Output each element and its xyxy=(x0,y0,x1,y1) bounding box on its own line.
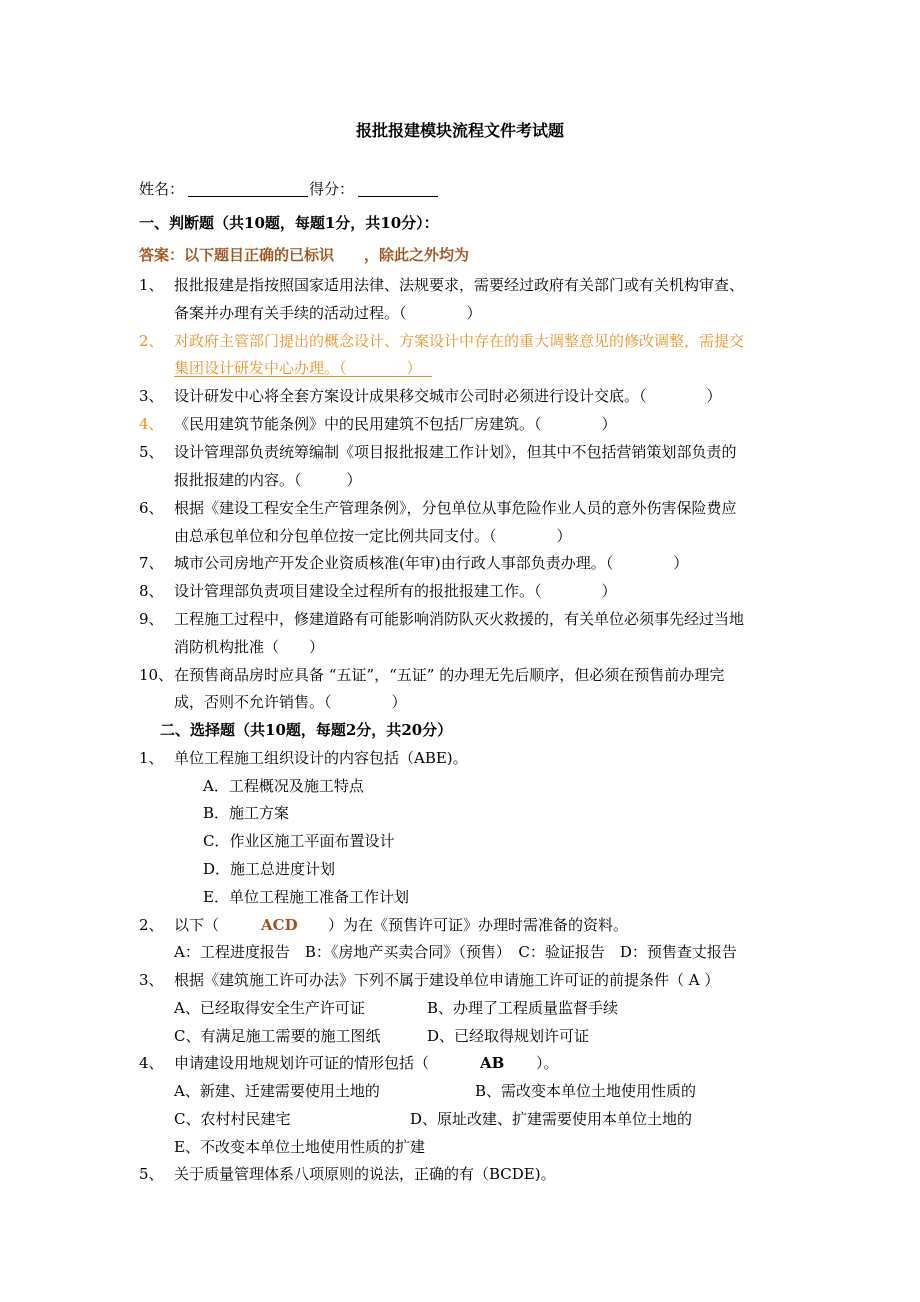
q4-answer: AB xyxy=(480,1054,505,1072)
tf-question-5-cont: 报批报建的内容。（ ） xyxy=(174,471,362,489)
answer-note: 答案：以下题目正确的已标识 ，除此之外均为 xyxy=(139,246,470,264)
tf-question-6-cont: 由总承包单位和分包单位按一定比例共同支付。（ ） xyxy=(174,527,572,545)
name-label: 姓名： xyxy=(139,180,185,198)
tf-question-9-cont: 消防机构批准（ ） xyxy=(174,638,325,656)
mc-q3-options-cd: C、有满足施工需要的施工图纸 D、已经取得规划许可证 xyxy=(174,1027,590,1045)
score-label: 得分： xyxy=(309,180,355,198)
tf-question-4: 4、 《民用建筑节能条例》中的民用建筑不包括厂房建筑。（ ） xyxy=(139,415,617,433)
score-blank xyxy=(358,180,438,197)
mc-q1-option-d: D．施工总进度计划 xyxy=(203,860,336,878)
mc-question-3: 3、 根据《建筑施工许可办法》下列不属于建设单位申请施工许可证的前提条件（ A ） xyxy=(139,971,720,989)
mc-q1-option-b: B．施工方案 xyxy=(203,804,290,822)
tf-question-10: 10、 在预售商品房时应具备 “五证”，“五证” 的办理无先后顺序，但必须在预售前办理完 xyxy=(139,666,725,684)
question-2-underline xyxy=(174,376,432,377)
tf-question-10-cont: 成，否则不允许销售。（ ） xyxy=(174,693,407,711)
mc-q4-options-cd: C、农村村民建宅 D、原址改建、扩建需要使用本单位土地的 xyxy=(174,1110,693,1128)
mc-question-5: 5、 关于质量管理体系八项原则的说法，正确的有（BCDE)。 xyxy=(139,1165,556,1183)
tf-question-7: 7、 城市公司房地产开发企业资质核准(年审)由行政人事部负责办理。（ ） xyxy=(139,554,689,572)
mc-question-1: 1、 单位工程施工组织设计的内容包括（ABE)。 xyxy=(139,749,468,767)
mc-question-4: 4、 申请建设用地规划许可证的情形包括（ AB ）。 xyxy=(139,1054,559,1072)
mc-q4-option-e: E、不改变本单位土地使用性质的扩建 xyxy=(174,1138,425,1156)
tf-question-2-cont: 集团设计研发中心办理。（ ） xyxy=(0,357,920,379)
name-score-line xyxy=(0,178,920,200)
tf-question-1-cont: 备案并办理有关手续的活动过程。（ ） xyxy=(174,304,482,322)
q2-answer: ACD xyxy=(261,916,298,934)
mc-q4-options-ab: A、新建、迁建需要使用土地的 B、需改变本单位土地使用性质的 xyxy=(174,1082,697,1100)
mc-q1-option-c: C．作业区施工平面布置设计 xyxy=(203,832,395,850)
tf-question-8: 8、 设计管理部负责项目建设全过程所有的报批报建工作。（ ） xyxy=(139,582,617,600)
mc-q1-option-e: E．单位工程施工准备工作计划 xyxy=(203,888,409,906)
tf-question-5: 5、 设计管理部负责统筹编制《项目报批报建工作计划》，但其中不包括营销策划部负责的 xyxy=(139,443,737,461)
mc-q2-options: A：工程进度报告 B：《房地产买卖合同》（预售） C：验证报告 D：预售查丈报告 xyxy=(174,943,737,961)
mc-q1-option-a: A．工程概况及施工特点 xyxy=(203,777,364,795)
tf-question-9: 9、 工程施工过程中，修建道路有可能影响消防队灭火救援的，有关单位必须事先经过当地 xyxy=(139,610,745,628)
mc-question-2: 2、 以下（ ACD ）为在《预售许可证》办理时需准备的资料。 xyxy=(139,916,629,934)
section2-heading: 二、选择题（共10题，每题2分，共20分） xyxy=(160,721,453,739)
page-title: 报批报建模块流程文件考试题 xyxy=(355,121,564,140)
tf-question-2: 2、 对政府主管部门提出的概念设计、方案设计中存在的重大调整意见的修改调整，需提交 xyxy=(139,332,745,350)
section1-heading: 一、判断题（共10题，每题1分，共10分）： xyxy=(139,214,439,232)
name-blank xyxy=(188,180,308,197)
tf-question-6: 6、 根据《建设工程安全生产管理条例》，分包单位从事危险作业人员的意外伤害保险费应 xyxy=(139,499,737,517)
tf-question-1: 1、 报批报建是指按照国家适用法律、法规要求，需要经过政府有关部门或有关机构审查、 xyxy=(139,276,745,294)
mc-q3-options-ab: A、已经取得安全生产许可证 B、办理了工程质量监督手续 xyxy=(174,999,619,1017)
tf-question-3: 3、 设计研发中心将全套方案设计成果移交城市公司时必须进行设计交底。（ ） xyxy=(139,387,722,405)
